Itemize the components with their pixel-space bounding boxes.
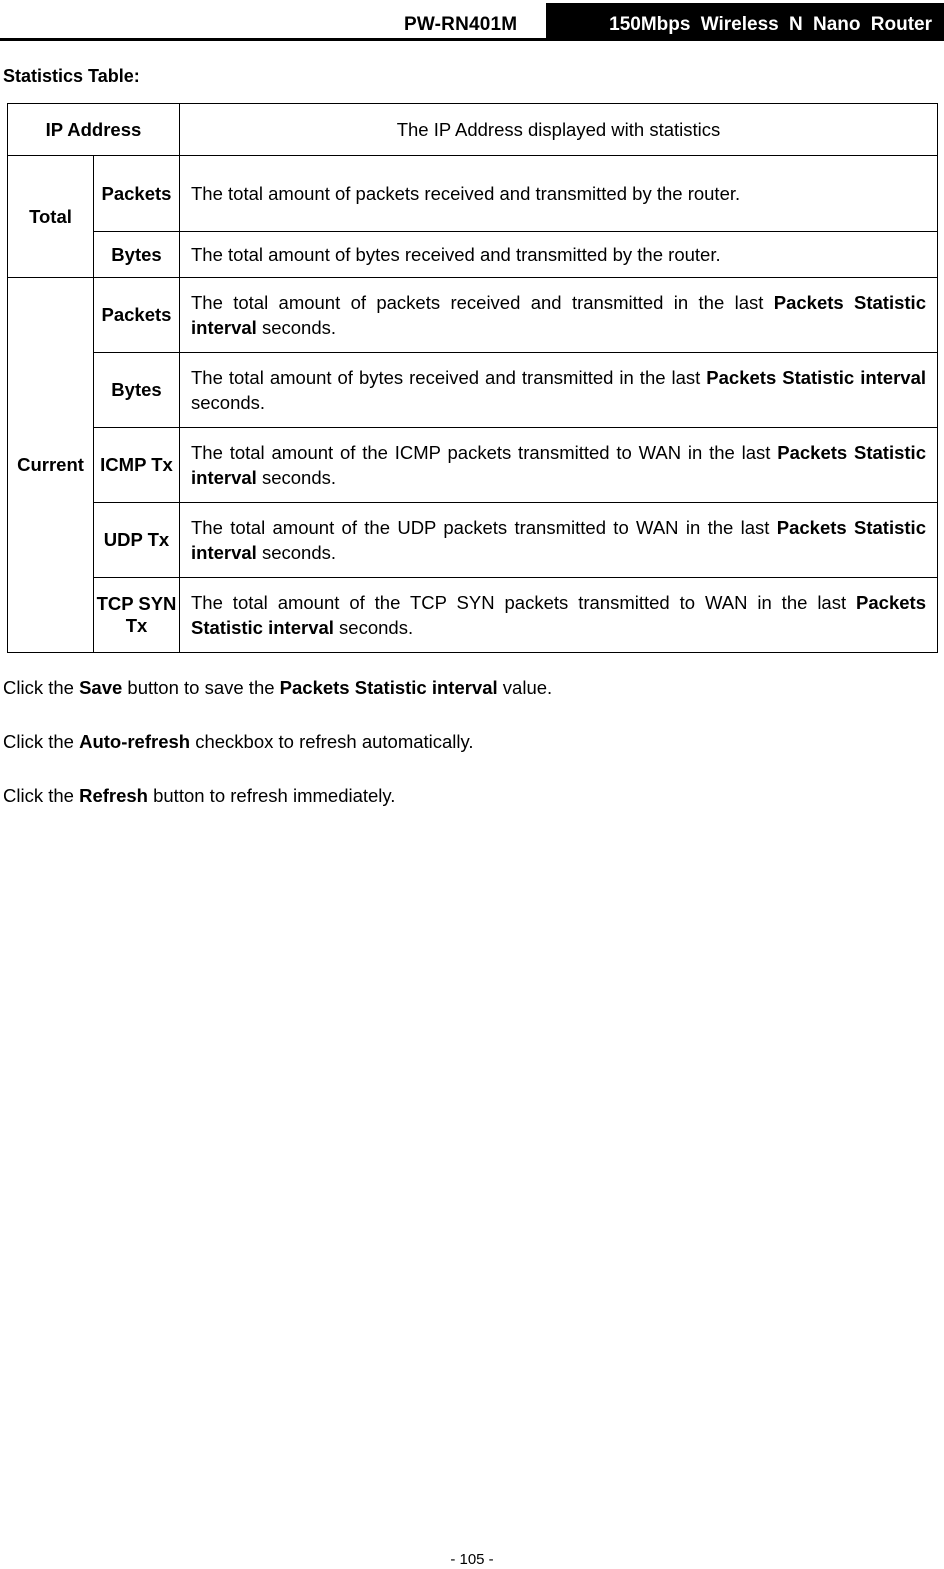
table-row <box>8 503 938 578</box>
statistics-table <box>7 103 938 653</box>
term-icmp-tx: ICMP Tx <box>94 428 180 503</box>
term-udp-tx: UDP Tx <box>94 503 180 578</box>
paragraph-save: Click the Save button to save the Packets Statistic interval value. <box>3 677 553 698</box>
section-title: Statistics Table: <box>3 66 140 86</box>
header-model: PW-RN401M <box>404 14 518 35</box>
term-ip-address: IP Address <box>8 104 180 156</box>
desc-tcp-syn-tx: The total amount of the TCP SYN packets transmitted to WAN in the last Packets Statistic interval seconds. <box>180 578 938 653</box>
page-header <box>0 0 944 40</box>
term-total-packets: Packets <box>94 156 180 232</box>
desc-current-packets: The total amount of packets received and transmitted in the last Packets Statistic interval seconds. <box>180 278 938 353</box>
table-row <box>8 428 938 503</box>
table-row <box>8 278 938 353</box>
paragraph-refresh: Click the Refresh button to refresh immediately. <box>3 785 396 806</box>
term-total-bytes: Bytes <box>94 232 180 278</box>
desc-icmp-tx: The total amount of the ICMP packets transmitted to WAN in the last Packets Statistic interval seconds. <box>180 428 938 503</box>
table-row <box>8 104 938 156</box>
term-current-bytes: Bytes <box>94 353 180 428</box>
desc-udp-tx: The total amount of the UDP packets transmitted to WAN in the last Packets Statistic interval seconds. <box>180 503 938 578</box>
table-row <box>8 156 938 232</box>
desc-total-bytes: The total amount of bytes received and transmitted by the router. <box>180 232 938 278</box>
group-total: Total <box>8 156 94 278</box>
table-row <box>8 578 938 653</box>
desc-ip-address: The IP Address displayed with statistics <box>180 104 938 156</box>
term-tcp-syn-tx: TCP SYN Tx <box>94 578 180 653</box>
desc-total-packets: The total amount of packets received and transmitted by the router. <box>180 156 938 232</box>
paragraph-auto-refresh: Click the Auto-refresh checkbox to refresh automatically. <box>3 731 474 752</box>
term-current-packets: Packets <box>94 278 180 353</box>
header-rule <box>0 38 944 41</box>
group-current: Current <box>8 278 94 653</box>
page-number: - 105 - <box>450 1551 494 1568</box>
table-row <box>8 232 938 278</box>
desc-current-bytes: The total amount of bytes received and transmitted in the last Packets Statistic interval seconds. <box>180 353 938 428</box>
header-product: 150Mbps Wireless N Nano Router <box>546 3 944 39</box>
table-row <box>8 353 938 428</box>
